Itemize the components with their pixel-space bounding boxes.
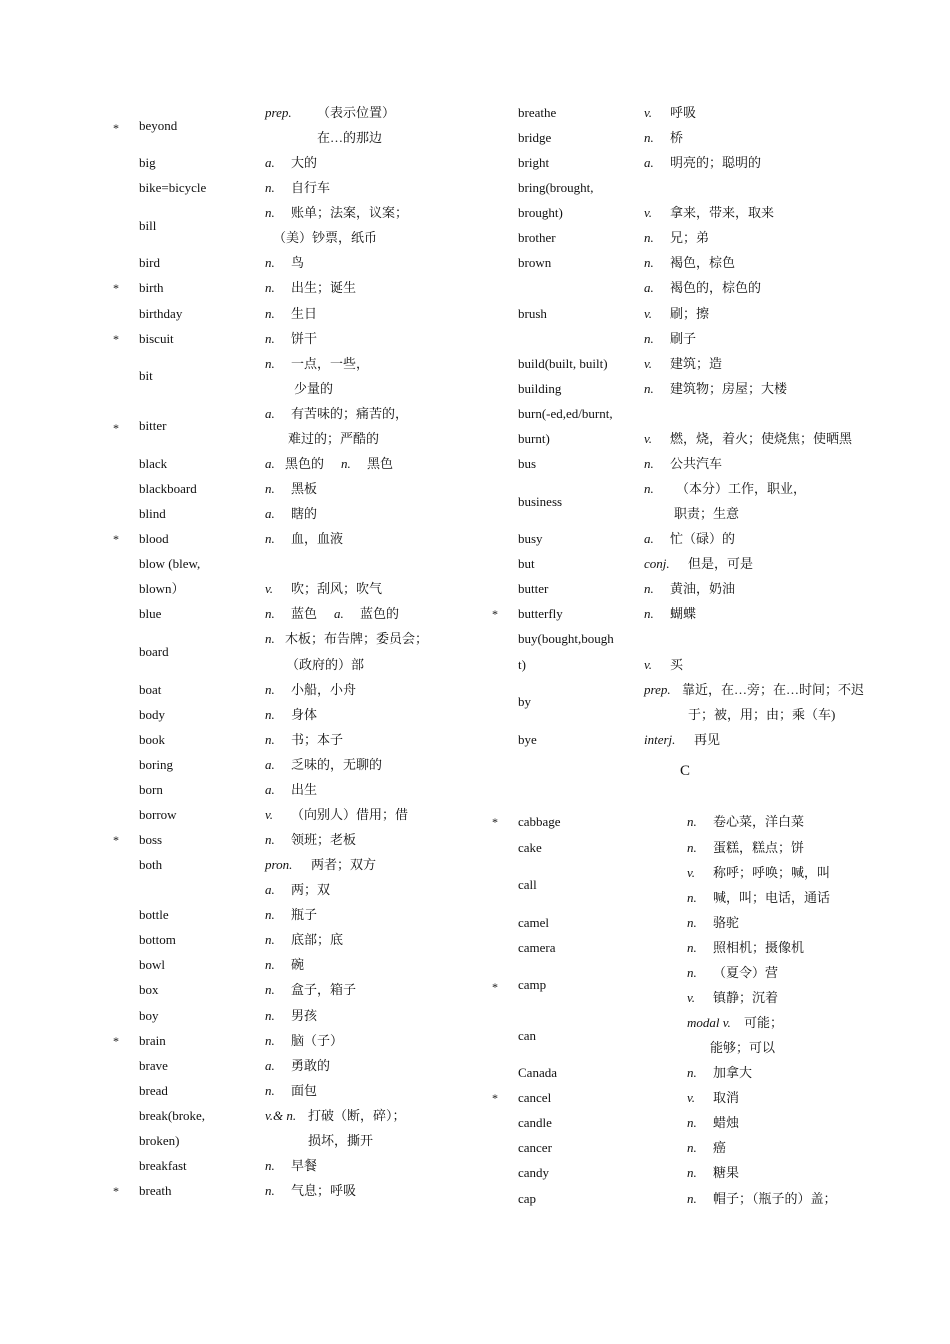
definition-text: 镇静；沉着 (713, 989, 779, 1005)
entry-word: candle (518, 1115, 552, 1131)
part-of-speech: n. (644, 130, 654, 146)
entry-word: camp (518, 977, 547, 993)
definition-text: 蜡烛 (713, 1115, 740, 1131)
part-of-speech: v. (644, 105, 653, 120)
definition-text: 气息；呼吸 (291, 1183, 357, 1198)
entry-word: cancel (518, 1090, 552, 1106)
entry-word: blown） (139, 581, 185, 597)
part-of-speech: n. (265, 531, 275, 547)
entry-word: bird (139, 255, 160, 271)
entry-word: cancer (518, 1140, 552, 1156)
definition-text: 自行车 (291, 180, 331, 196)
part-of-speech: a. (265, 756, 275, 772)
definition-text: 血，血液 (291, 531, 344, 547)
definition-text: 靠近，在…旁；在…时间；不迟 (682, 681, 865, 697)
part-of-speech: n. (644, 581, 654, 597)
entry-word: break(broke, (139, 1107, 206, 1123)
definition-text: 癌 (713, 1140, 727, 1156)
definition-text: 忙（碌）的 (670, 531, 736, 547)
entry-word: bridge (518, 130, 552, 146)
definition-text: 面包 (291, 1082, 318, 1098)
part-of-speech: a. (265, 781, 275, 797)
entry-word: breath (139, 1183, 172, 1198)
part-of-speech: n. (687, 939, 697, 955)
definition-text: 打破（断，碎）； (308, 1107, 406, 1123)
definition-text: 有苦味的；痛苦的， (291, 405, 409, 421)
definition-text: 加拿大 (713, 1065, 753, 1081)
part-of-speech: n. (265, 982, 275, 998)
entry-word: cake (518, 839, 542, 855)
part-of-speech: n. (265, 606, 275, 622)
entry-word: bottom (139, 932, 176, 948)
entry-word: can (518, 1027, 537, 1043)
entry-word: burnt) (518, 430, 550, 446)
definition-continuation: 职责；生意 (674, 506, 740, 522)
entry-word: Canada (518, 1065, 557, 1081)
definition-text: 糖果 (713, 1165, 740, 1181)
entry-word: camera (518, 939, 556, 955)
part-of-speech: n. (265, 907, 275, 923)
definition-text: 燃，烧，着火；使烧焦；使晒黑 (670, 430, 853, 446)
entry-word: burn(-ed,ed/burnt, (518, 405, 613, 421)
part-of-speech: n. (687, 964, 697, 980)
part-of-speech: a. (644, 155, 654, 171)
entry-word: blue (139, 606, 162, 622)
definition-text: 拿来，带来，取来 (670, 205, 775, 221)
entry-word: bus (518, 455, 537, 471)
part-of-speech: n. (644, 481, 654, 497)
part-of-speech: conj. (644, 556, 670, 572)
entry-word: by (518, 694, 531, 710)
definition-text: 书；本子 (291, 731, 344, 747)
entry-word: blackboard (139, 481, 197, 497)
definition-text: 喊，叫；电话，通话 (713, 889, 831, 905)
part-of-speech: a. (265, 155, 275, 171)
part-of-speech: n. (265, 355, 275, 371)
entry-word: board (139, 644, 169, 659)
entry-word: black (139, 455, 168, 471)
part-of-speech: n. (265, 1183, 275, 1198)
part-of-speech: a. (644, 531, 654, 547)
definition-text: 脑（子） (291, 1032, 344, 1048)
entry-word: borrow (139, 806, 177, 822)
entry-word: box (139, 982, 159, 998)
entry-word: beyond (139, 117, 178, 133)
entry-word: candy (518, 1165, 550, 1181)
part-of-speech: pron. (265, 857, 293, 873)
definition-text: 黑色 (367, 455, 394, 471)
definition-text: 桥 (670, 130, 684, 146)
definition-text: （夏令）营 (713, 964, 779, 980)
part-of-speech: prep. (265, 105, 292, 120)
part-of-speech: n. (265, 305, 275, 321)
part-of-speech: n. (265, 280, 275, 296)
definition-continuation: 损坏，撕开 (308, 1132, 374, 1148)
part-of-speech: n. (265, 180, 275, 196)
entry-word: big (139, 155, 156, 171)
entry-word: but (518, 556, 535, 572)
entry-word: bill (139, 217, 157, 233)
entry-star-marker: * (113, 120, 119, 135)
entry-word: brain (139, 1032, 166, 1048)
part-of-speech: v. (265, 806, 274, 822)
definition-text: 底部；底 (291, 932, 344, 948)
entry-word: birthday (139, 305, 183, 321)
definition-text: 骆驼 (713, 914, 740, 930)
definition-text: 蓝色 (291, 606, 318, 622)
part-of-speech: n. (644, 380, 654, 396)
definition-text: 再见 (694, 731, 721, 747)
entry-word: boss (139, 832, 163, 848)
part-of-speech: n. (265, 957, 275, 973)
part-of-speech: a. (265, 1057, 275, 1073)
definition-text: 瞎的 (291, 506, 318, 522)
part-of-speech: n. (341, 455, 351, 471)
definition-text: 称呼；呼唤；喊，叫 (713, 864, 831, 880)
part-of-speech: n. (265, 1082, 275, 1098)
definition-text: 褐色，棕色 (670, 255, 736, 271)
part-of-speech: n. (687, 1115, 697, 1131)
part-of-speech: v. (687, 989, 696, 1005)
entry-word: busy (518, 531, 543, 547)
definition-text: 身体 (291, 706, 318, 722)
definition-text: 但是，可是 (688, 556, 754, 572)
definition-text: （本分）工作，职业， (676, 481, 807, 497)
part-of-speech: v. (687, 1090, 696, 1106)
definition-text: 领班；老板 (291, 832, 357, 848)
definition-text: 瓶子 (291, 907, 318, 923)
entry-word: brown (518, 255, 552, 271)
definition-text: 木板；布告牌；委员会； (285, 631, 429, 647)
definition-text: 黄油，奶油 (670, 581, 736, 597)
entry-word: boat (139, 681, 162, 697)
entry-word: bit (139, 368, 153, 384)
definition-text: 账单；法案，议案； (291, 205, 409, 221)
part-of-speech: a. (644, 280, 654, 296)
definition-text: 生日 (291, 305, 318, 321)
part-of-speech: modal v. (687, 1015, 731, 1031)
entry-word: born (139, 781, 163, 797)
entry-word: boring (139, 756, 173, 772)
definition-text: 公共汽车 (670, 455, 723, 471)
entry-word: bright (518, 155, 550, 171)
definition-text: 呼吸 (670, 105, 697, 120)
part-of-speech: n. (687, 1190, 697, 1206)
entry-star-marker: * (492, 607, 498, 622)
definition-continuation: 于；被，用；由；乘（车) (688, 706, 836, 722)
definition-text: （向别人）借用；借 (291, 806, 409, 822)
entry-word: brought) (518, 205, 563, 221)
definition-text: 碗 (291, 957, 305, 973)
definition-text: 蝴蝶 (670, 606, 697, 622)
entry-word: book (139, 731, 165, 747)
entry-word: biscuit (139, 330, 174, 346)
entry-word: building (518, 380, 562, 396)
entry-star-marker: * (492, 815, 498, 830)
entry-word: business (518, 493, 563, 509)
definition-text: 刷；擦 (670, 305, 710, 321)
definition-continuation: 难过的；严酷的 (288, 430, 380, 446)
definition-text: 照相机；摄像机 (713, 939, 805, 955)
part-of-speech: n. (265, 481, 275, 497)
entry-word: bye (518, 731, 537, 747)
definition-continuation: （政府的）部 (286, 656, 365, 672)
entry-word: both (139, 857, 163, 873)
definition-text: 建筑物；房屋；大楼 (670, 380, 788, 396)
part-of-speech: v. (644, 656, 653, 672)
entry-word: t) (518, 656, 526, 672)
definition-text: 黑板 (291, 481, 318, 497)
definition-text: 乏味的，无聊的 (291, 756, 383, 772)
entry-star-marker: * (113, 532, 119, 547)
definition-text: 兄；弟 (670, 230, 710, 246)
part-of-speech: n. (265, 731, 275, 747)
entry-word: cap (518, 1190, 537, 1206)
definition-text: 两者；双方 (311, 857, 377, 873)
part-of-speech: n. (265, 932, 275, 948)
entry-word: breathe (518, 105, 557, 120)
entry-word: birth (139, 280, 164, 296)
definition-text: 一点，一些， (291, 355, 370, 371)
definition-continuation: 能够；可以 (710, 1040, 776, 1056)
entry-word: brush (518, 305, 547, 321)
part-of-speech: n. (265, 330, 275, 346)
entry-word: bike=bicycle (139, 180, 207, 196)
definition-text: 出生；诞生 (291, 280, 357, 296)
part-of-speech: n. (265, 255, 275, 271)
part-of-speech: a. (265, 405, 275, 421)
definition-continuation: 少量的 (294, 380, 334, 396)
definition-text: 出生 (291, 781, 318, 797)
part-of-speech: a. (265, 882, 275, 898)
entry-word: camel (518, 914, 550, 930)
entry-word: breakfast (139, 1157, 187, 1173)
part-of-speech: n. (687, 839, 697, 855)
part-of-speech: n. (687, 889, 697, 905)
part-of-speech: v. (265, 581, 274, 597)
entry-star-marker: * (113, 1184, 119, 1198)
definition-text: 盒子，箱子 (291, 982, 357, 998)
part-of-speech: v. (687, 864, 696, 880)
entry-star-marker: * (113, 833, 119, 848)
entry-star-marker: * (113, 421, 119, 436)
entry-word: butter (518, 581, 549, 597)
definition-text: 鸟 (291, 255, 305, 271)
part-of-speech: n. (644, 230, 654, 246)
part-of-speech: n. (644, 606, 654, 622)
part-of-speech: n. (687, 1165, 697, 1181)
entry-word: brave (139, 1057, 168, 1073)
part-of-speech: n. (265, 205, 275, 221)
part-of-speech: interj. (644, 731, 676, 747)
entry-star-marker: * (113, 331, 119, 346)
definition-text: 买 (670, 656, 684, 672)
part-of-speech: v.& n. (265, 1107, 297, 1123)
entry-word: buy(bought,bough (518, 631, 614, 647)
part-of-speech: n. (265, 681, 275, 697)
definition-continuation: 在…的那边 (317, 130, 383, 146)
definition-text: 小船，小舟 (291, 681, 357, 697)
part-of-speech: n. (265, 706, 275, 722)
entry-word: butterfly (518, 606, 563, 622)
definition-text: 早餐 (291, 1157, 318, 1173)
entry-word: bring(brought, (518, 180, 594, 196)
entry-word: bottle (139, 907, 169, 923)
part-of-speech: n. (265, 1157, 275, 1173)
definition-text: 两；双 (291, 882, 331, 898)
definition-text: 大的 (291, 155, 318, 171)
entry-word: call (518, 877, 537, 893)
part-of-speech: n. (644, 255, 654, 271)
part-of-speech: n. (265, 832, 275, 848)
definition-text: （表示位置） (317, 105, 396, 120)
entry-star-marker: * (492, 980, 498, 995)
part-of-speech: v. (644, 355, 653, 371)
entry-word: blow (blew, (139, 556, 201, 572)
definition-text: 蓝色的 (360, 606, 400, 622)
part-of-speech: v. (644, 205, 653, 221)
part-of-speech: n. (687, 914, 697, 930)
part-of-speech: n. (687, 1065, 697, 1081)
part-of-speech: n. (265, 1007, 275, 1023)
definition-text: 明亮的；聪明的 (670, 155, 762, 171)
part-of-speech: n. (687, 1140, 697, 1156)
entry-word: blood (139, 531, 169, 547)
entry-word: body (139, 706, 165, 722)
part-of-speech: v. (644, 430, 653, 446)
entry-star-marker: * (113, 281, 119, 296)
definition-text: 建筑；造 (670, 355, 723, 371)
definition-text: 卷心菜，洋白菜 (713, 814, 805, 830)
definition-text: 褐色的，棕色的 (670, 280, 762, 296)
part-of-speech: n. (687, 814, 697, 830)
entry-word: bitter (139, 418, 167, 434)
part-of-speech: a. (265, 455, 275, 471)
definition-text: 刷子 (670, 330, 697, 346)
definition-text: 吹；刮风；吹气 (291, 581, 383, 597)
entry-word: blind (139, 506, 166, 522)
definition-continuation: （美）钞票，纸币 (273, 230, 378, 246)
part-of-speech: n. (644, 455, 654, 471)
entry-star-marker: * (113, 1033, 119, 1048)
part-of-speech: a. (334, 606, 344, 622)
entry-star-marker: * (492, 1091, 498, 1106)
part-of-speech: n. (644, 330, 654, 346)
part-of-speech: v. (644, 305, 653, 321)
entry-word: build(built, built) (518, 355, 608, 371)
section-letter: C (680, 763, 691, 779)
part-of-speech: n. (265, 1032, 275, 1048)
part-of-speech: n. (265, 631, 275, 647)
entry-word: bread (139, 1082, 168, 1098)
definition-text: 男孩 (291, 1007, 318, 1023)
definition-text: 可能； (744, 1015, 784, 1031)
definition-text: 黑色的 (285, 455, 325, 471)
entry-word: broken) (139, 1132, 180, 1148)
entry-word: boy (139, 1007, 159, 1023)
definition-text: 蛋糕，糕点；饼 (713, 839, 805, 855)
definition-text: 帽子；（瓶子的）盖； (713, 1190, 837, 1206)
entry-word: bowl (139, 957, 165, 973)
part-of-speech: a. (265, 506, 275, 522)
entry-word: cabbage (518, 814, 561, 830)
part-of-speech: prep. (644, 681, 671, 697)
entry-word: brother (518, 230, 556, 246)
definition-text: 饼干 (291, 330, 318, 346)
definition-text: 勇敢的 (291, 1057, 331, 1073)
definition-text: 取消 (713, 1090, 740, 1106)
